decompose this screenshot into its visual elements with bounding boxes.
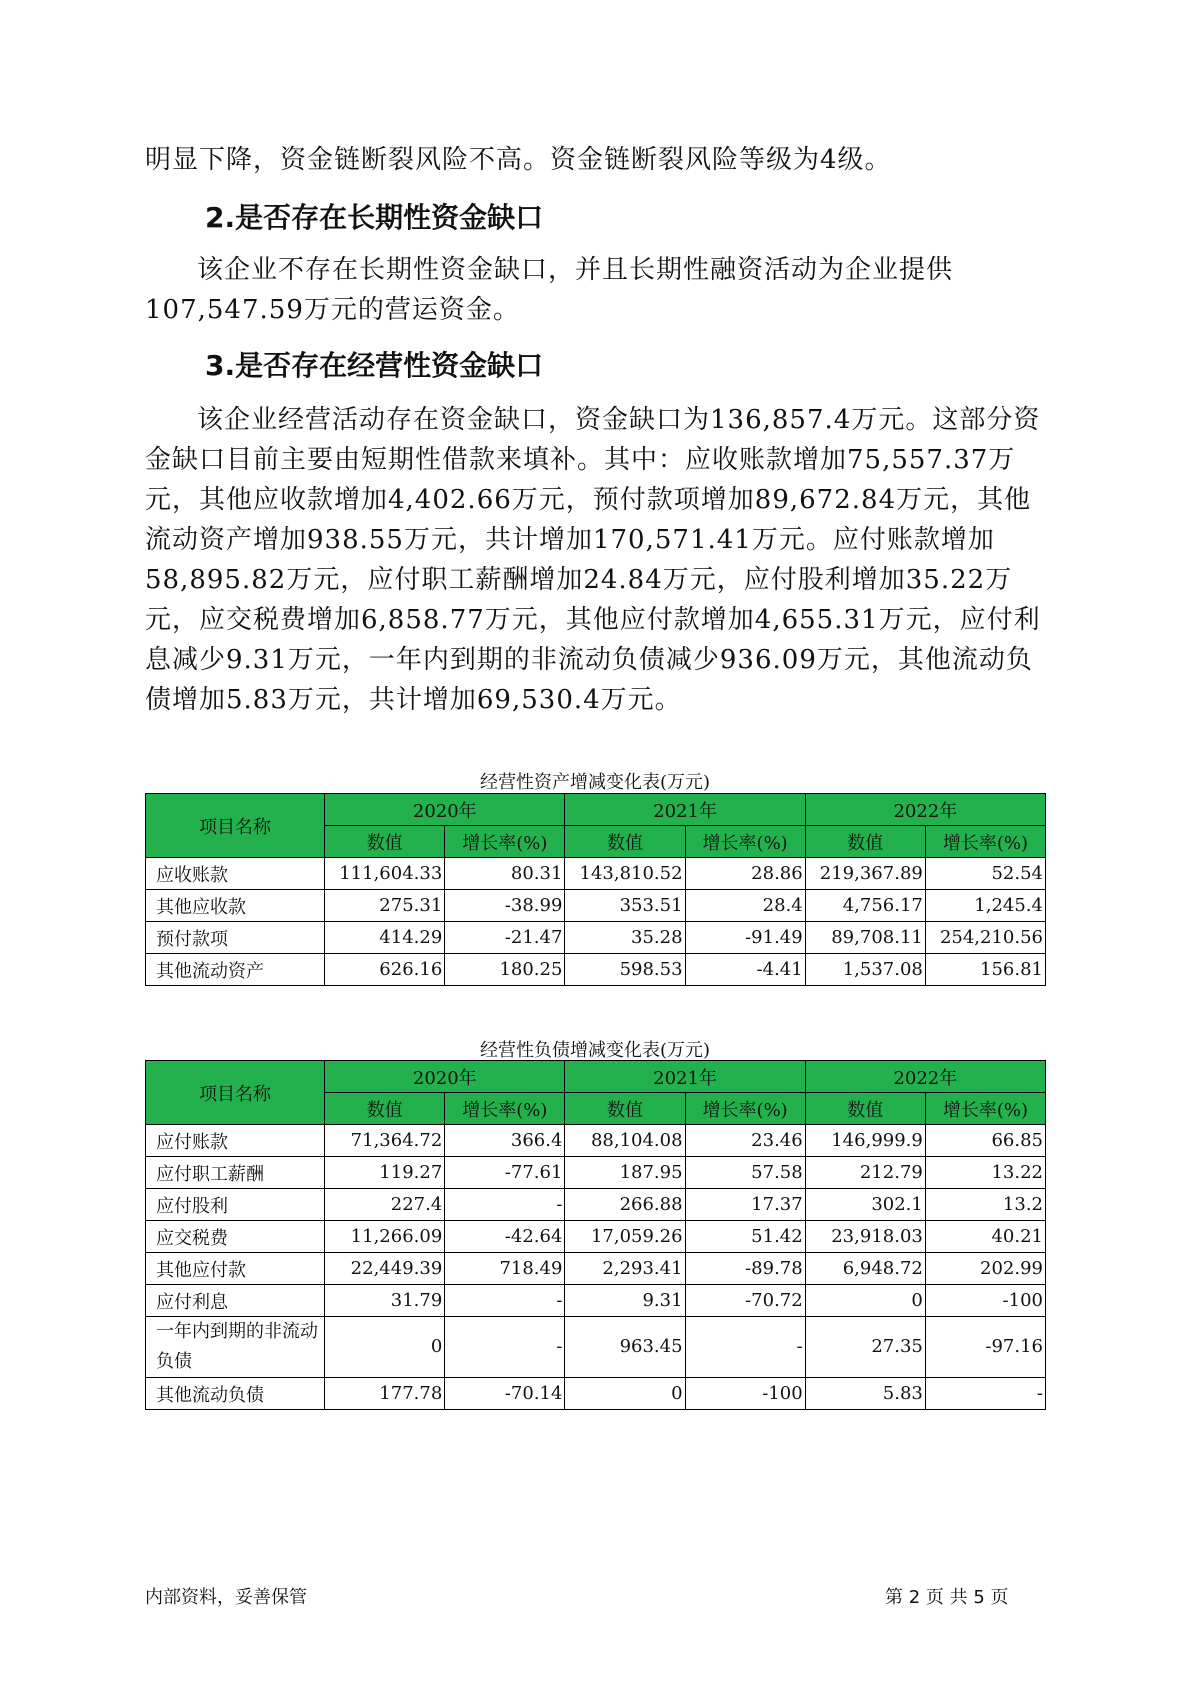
- growth-cell: 40.21: [925, 1221, 1045, 1253]
- row-label: 应付利息: [146, 1285, 325, 1317]
- table-row: [146, 1253, 1046, 1285]
- growth-cell: -70.72: [685, 1285, 805, 1317]
- growth-cell: 66.85: [925, 1125, 1045, 1157]
- growth-cell: -100: [925, 1285, 1045, 1317]
- paragraph-operating-gap: 该企业经营活动存在资金缺口，资金缺口为136,857.4万元。这部分资金缺口目前主要由短期性借款来填补。其中：应收账款增加75,557.37万元，其他应收款增加4,402.66万元，预付款项增加89,672.84万元，其他流动资产增加938.55万元，共计增加170,571.41万元。应付账款增加58,895.82万元，应付职工薪酬增加24.84万元，应付股利增加35.22万元，应交税费增加6,858.77万元，其他应付款增加4,655.31万元，应付利息减少9.31万元，一年内到期的非流动负债减少936.09万元，其他流动负债增加5.83万元，共计增加69,530.4万元。: [145, 405, 1041, 715]
- value-cell: 71,364.72: [325, 1125, 445, 1157]
- table-row: [146, 1157, 1046, 1189]
- row-label: 应付账款: [146, 1125, 325, 1157]
- growth-cell: -38.99: [445, 890, 565, 922]
- value-cell: 212.79: [805, 1157, 925, 1189]
- value-cell: 146,999.9: [805, 1125, 925, 1157]
- table-row: [146, 1189, 1046, 1221]
- value-cell: 89,708.11: [805, 922, 925, 954]
- growth-cell: -: [445, 1317, 565, 1378]
- growth-cell: -100: [685, 1378, 805, 1410]
- growth-cell: -77.61: [445, 1157, 565, 1189]
- value-cell: 0: [565, 1378, 685, 1410]
- value-cell: 0: [805, 1285, 925, 1317]
- row-label: 应收账款: [146, 858, 325, 890]
- value-cell: 0: [325, 1317, 445, 1378]
- row-label: 预付款项: [146, 922, 325, 954]
- value-cell: 275.31: [325, 890, 445, 922]
- row-label: 其他应付款: [146, 1253, 325, 1285]
- row-label: 应付职工薪酬: [146, 1157, 325, 1189]
- value-cell: 963.45: [565, 1317, 685, 1378]
- growth-cell: 13.2: [925, 1189, 1045, 1221]
- value-cell: 1,537.08: [805, 954, 925, 986]
- growth-cell: -: [445, 1285, 565, 1317]
- header-year: 2022年: [805, 794, 1045, 826]
- header-growth: 增长率(%): [445, 1093, 565, 1125]
- header-year: 2020年: [325, 1061, 565, 1093]
- growth-cell: -89.78: [685, 1253, 805, 1285]
- row-label: 应交税费: [146, 1221, 325, 1253]
- growth-cell: 17.37: [685, 1189, 805, 1221]
- growth-cell: -70.14: [445, 1378, 565, 1410]
- growth-cell: 13.22: [925, 1157, 1045, 1189]
- row-label: 其他流动负债: [146, 1378, 325, 1410]
- operating-assets-table: [145, 793, 1046, 986]
- growth-cell: 254,210.56: [925, 922, 1045, 954]
- table1-caption: 经营性资产增减变化表(万元): [479, 772, 711, 793]
- growth-cell: 57.58: [685, 1157, 805, 1189]
- table-row: [146, 858, 1046, 890]
- table2-caption: 经营性负债增减变化表(万元): [479, 1040, 711, 1061]
- growth-cell: -21.47: [445, 922, 565, 954]
- header-growth: 增长率(%): [925, 826, 1045, 858]
- growth-cell: 1,245.4: [925, 890, 1045, 922]
- table-row: [146, 922, 1046, 954]
- heading-operating-gap: 3.是否存在经营性资金缺口: [205, 349, 544, 382]
- value-cell: 88,104.08: [565, 1125, 685, 1157]
- paragraph-risk-level: 明显下降，资金链断裂风险不高。资金链断裂风险等级为4级。: [145, 145, 892, 175]
- header-value: 数值: [565, 1093, 685, 1125]
- header-value: 数值: [805, 1093, 925, 1125]
- growth-cell: 718.49: [445, 1253, 565, 1285]
- table-row: [146, 1285, 1046, 1317]
- value-cell: 111,604.33: [325, 858, 445, 890]
- header-growth: 增长率(%): [445, 826, 565, 858]
- value-cell: 119.27: [325, 1157, 445, 1189]
- value-cell: 11,266.09: [325, 1221, 445, 1253]
- value-cell: 227.4: [325, 1189, 445, 1221]
- header-growth: 增长率(%): [925, 1093, 1045, 1125]
- table-row: [146, 1317, 1046, 1378]
- value-cell: 2,293.41: [565, 1253, 685, 1285]
- growth-cell: 202.99: [925, 1253, 1045, 1285]
- value-cell: 35.28: [565, 922, 685, 954]
- header-year: 2021年: [565, 794, 805, 826]
- value-cell: 23,918.03: [805, 1221, 925, 1253]
- growth-cell: 28.4: [685, 890, 805, 922]
- growth-cell: -4.41: [685, 954, 805, 986]
- value-cell: 353.51: [565, 890, 685, 922]
- growth-cell: 156.81: [925, 954, 1045, 986]
- header-growth: 增长率(%): [685, 1093, 805, 1125]
- footer-page-number: 第 2 页 共 5 页: [885, 1587, 1009, 1608]
- growth-cell: -: [445, 1189, 565, 1221]
- value-cell: 143,810.52: [565, 858, 685, 890]
- value-cell: 414.29: [325, 922, 445, 954]
- value-cell: 5.83: [805, 1378, 925, 1410]
- value-cell: 626.16: [325, 954, 445, 986]
- value-cell: 9.31: [565, 1285, 685, 1317]
- table-row: [146, 1221, 1046, 1253]
- value-cell: 598.53: [565, 954, 685, 986]
- value-cell: 187.95: [565, 1157, 685, 1189]
- header-value: 数值: [325, 1093, 445, 1125]
- value-cell: 22,449.39: [325, 1253, 445, 1285]
- header-year: 2022年: [805, 1061, 1045, 1093]
- growth-cell: 51.42: [685, 1221, 805, 1253]
- value-cell: 4,756.17: [805, 890, 925, 922]
- header-year: 2021年: [565, 1061, 805, 1093]
- value-cell: 31.79: [325, 1285, 445, 1317]
- header-year: 2020年: [325, 794, 565, 826]
- header-value: 数值: [805, 826, 925, 858]
- row-label: 一年内到期的非流动负债: [146, 1317, 325, 1378]
- row-label: 其他流动资产: [146, 954, 325, 986]
- growth-cell: 80.31: [445, 858, 565, 890]
- header-item-name: 项目名称: [146, 794, 325, 858]
- table-row: [146, 890, 1046, 922]
- value-cell: 302.1: [805, 1189, 925, 1221]
- growth-cell: 28.86: [685, 858, 805, 890]
- row-label: 其他应收款: [146, 890, 325, 922]
- value-cell: 27.35: [805, 1317, 925, 1378]
- row-label: 应付股利: [146, 1189, 325, 1221]
- heading-long-term-gap: 2.是否存在长期性资金缺口: [205, 201, 544, 234]
- growth-cell: -: [685, 1317, 805, 1378]
- growth-cell: 180.25: [445, 954, 565, 986]
- header-value: 数值: [565, 826, 685, 858]
- value-cell: 177.78: [325, 1378, 445, 1410]
- value-cell: 6,948.72: [805, 1253, 925, 1285]
- header-item-name: 项目名称: [146, 1061, 325, 1125]
- growth-cell: -: [925, 1378, 1045, 1410]
- growth-cell: -97.16: [925, 1317, 1045, 1378]
- header-growth: 增长率(%): [685, 826, 805, 858]
- paragraph-long-term-gap: 该企业不存在长期性资金缺口，并且长期性融资活动为企业提供107,547.59万元的营运资金。: [145, 255, 954, 325]
- value-cell: 17,059.26: [565, 1221, 685, 1253]
- operating-liabilities-table: [145, 1060, 1046, 1410]
- growth-cell: -91.49: [685, 922, 805, 954]
- value-cell: 219,367.89: [805, 858, 925, 890]
- table-row: [146, 1378, 1046, 1410]
- growth-cell: -42.64: [445, 1221, 565, 1253]
- growth-cell: 23.46: [685, 1125, 805, 1157]
- growth-cell: 52.54: [925, 858, 1045, 890]
- table-row: [146, 1125, 1046, 1157]
- header-value: 数值: [325, 826, 445, 858]
- footer-confidential-note: 内部资料，妥善保管: [145, 1587, 307, 1608]
- table-row: [146, 954, 1046, 986]
- value-cell: 266.88: [565, 1189, 685, 1221]
- growth-cell: 366.4: [445, 1125, 565, 1157]
